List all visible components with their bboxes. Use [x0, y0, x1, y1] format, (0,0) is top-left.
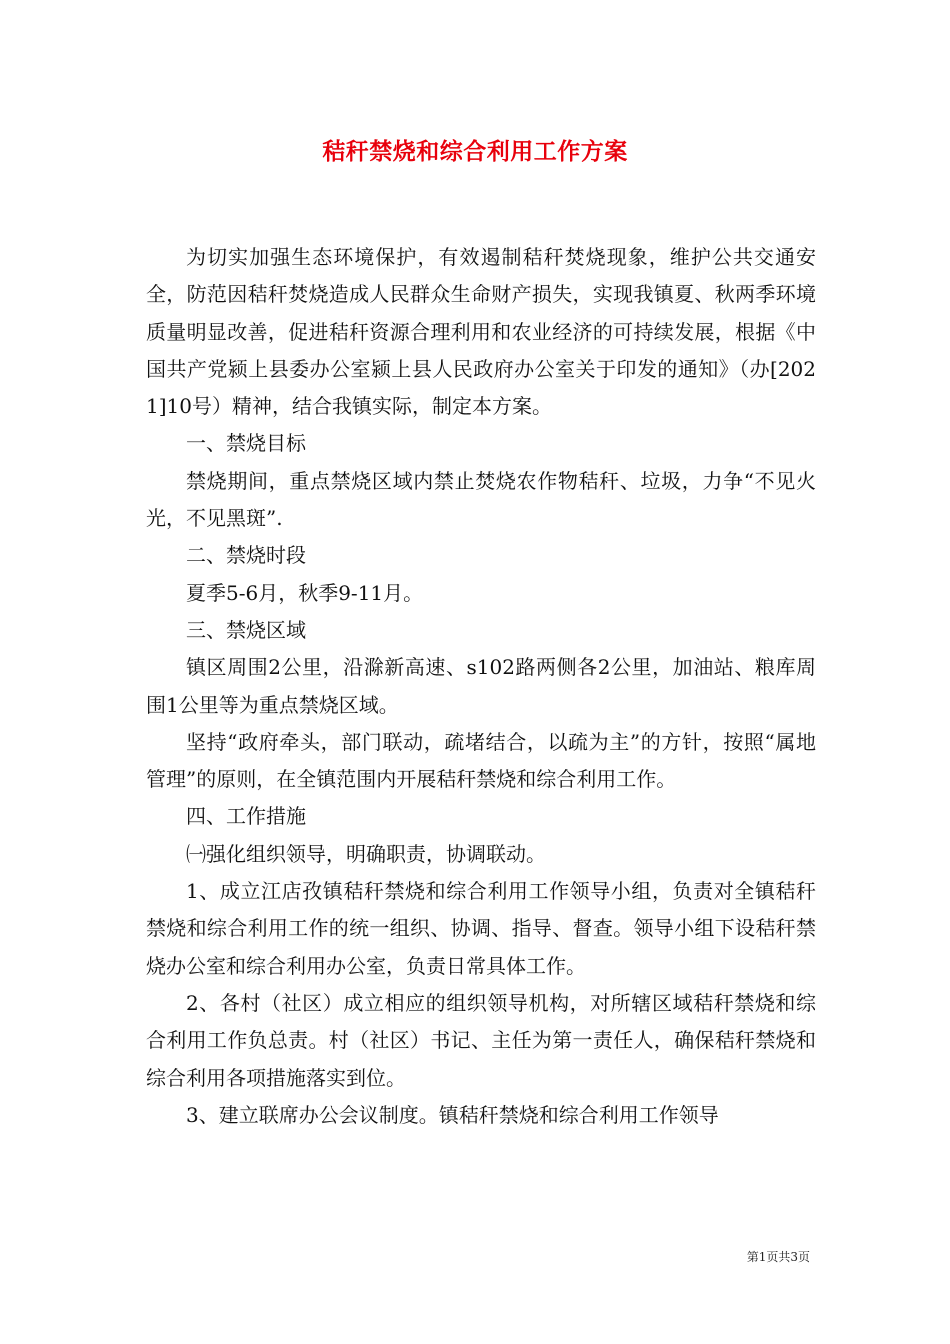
section-heading-measures: 四、工作措施 [186, 804, 306, 829]
section-heading-area: 三、禁烧区域 [186, 617, 306, 642]
paragraph-principle: 坚持“政府牵头，部门联动，疏堵结合，以疏为主”的方针，按照“属地管理”的原则，在全镇范围内开展秸秆禁烧和综合利用工作。 [146, 729, 816, 792]
document-title: 秸秆禁烧和综合利用工作方案 [322, 139, 628, 165]
paragraph-measure-3: 3、建立联席办公会议制度。镇秸秆禁烧和综合利用工作领导 [186, 1102, 719, 1127]
paragraph-period: 夏季5-6月，秋季9-11月。 [186, 580, 424, 605]
paragraph-intro: 为切实加强生态环境保护，有效遏制秸秆焚烧现象，维护公共交通安全，防范因秸秆焚烧造成人民群众生命财产损失，实现我镇夏、秋两季环境质量明显改善，促进秸秆资源合理利用和农业经济的可持续发展，根据《中国共产党颍上县委办公室颍上县人民政府办公室关于印发的通知》（办[2021]10号）精神，结合我镇实际，制定本方案。 [146, 245, 816, 419]
section-heading-period: 二、禁烧时段 [186, 543, 306, 568]
document-body [146, 239, 816, 1134]
subsection-heading-organization: ㈠强化组织领导，明确职责，协调联动。 [186, 841, 546, 866]
section-heading-goal: 一、禁烧目标 [186, 431, 306, 456]
paragraph-goal: 禁烧期间，重点禁烧区域内禁止焚烧农作物秸秆、垃圾，力争“不见火光，不见黑斑”. [146, 468, 816, 531]
paragraph-measure-2: 2、各村（社区）成立相应的组织领导机构，对所辖区域秸秆禁烧和综合利用工作负总责。村（社区）书记、主任为第一责任人，确保秸秆禁烧和综合利用各项措施落实到位。 [146, 990, 816, 1090]
paragraph-area: 镇区周围2公里，沿滁新高速、s102路两侧各2公里，加油站、粮库周围1公里等为重点禁烧区域。 [146, 655, 816, 717]
paragraph-measure-1: 1、成立江店孜镇秸秆禁烧和综合利用工作领导小组，负责对全镇秸秆禁烧和综合利用工作的统一组织、协调、指导、督查。领导小组下设秸秆禁烧办公室和综合利用办公室，负责日常具体工作。 [146, 879, 816, 978]
page-number-footer: 第1页共3页 [746, 1250, 810, 1264]
